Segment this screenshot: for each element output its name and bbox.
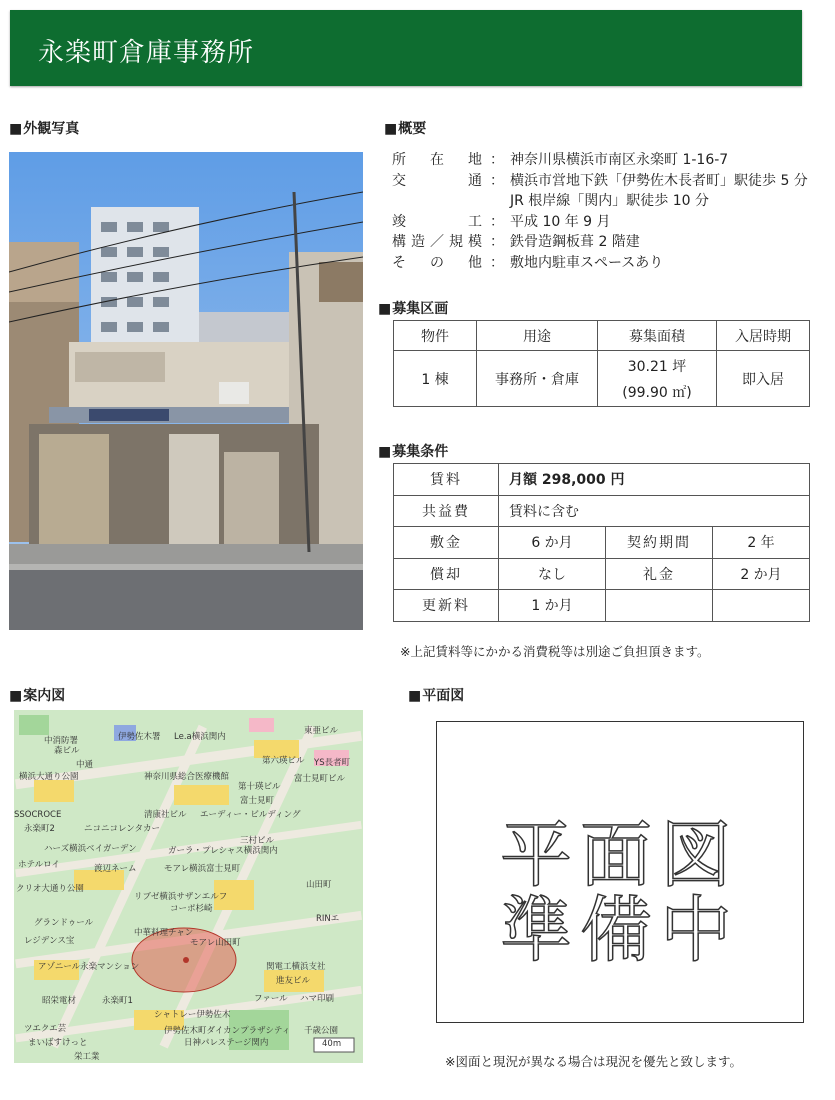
map-label: ツエクエ芸 [24,1024,67,1034]
map-label: ハマ印刷 [300,994,335,1004]
units-header-cell: 用途 [477,321,598,351]
map-label: 永楽町2 [24,824,55,834]
map-label: 富士見町ビル [294,774,346,784]
map-label: エーディー・ビルディング [200,810,301,820]
amortization-label: 償却 [394,558,499,590]
renewal-fee-value: 1 か月 [499,590,606,622]
section-conditions-title: ■ 募集条件 [378,441,448,461]
map-label: 中華料理チャン [134,928,194,938]
overview-value: 鉄骨造鋼板葺 2 階建 [510,234,640,250]
map-label: 関電工横浜支社 [266,962,326,972]
page-header [10,10,802,86]
map-label: 昭栄電材 [42,996,77,1006]
section-overview-title: ■ 概要 [384,118,426,138]
map-label: 山田町 [306,880,332,890]
overview-key: 交通 [392,172,482,189]
map-label: ガーラ・プレシャス横浜関内 [168,846,278,856]
map-label: 神奈川県総合医療機館 [144,772,230,782]
map-label: ファール [254,994,288,1004]
map-label: モアレ横浜富士見町 [164,864,241,874]
map-label: リブゼ横浜サザンエルフ [134,892,228,902]
map-label: コーポ杉崎 [170,904,213,914]
floor-plan-box [436,721,804,1023]
map-label: レジデンス宝 [24,936,75,946]
map-label: 森ビル [54,746,80,756]
map-label: 進友ビル [276,976,311,986]
contract-term-label: 契約期間 [606,527,713,559]
conditions-row-common [394,495,810,527]
map-label: 清康社ビル [144,810,187,820]
map-label: まいばすけっと [28,1038,88,1048]
overview-value: 神奈川県横浜市南区永楽町 1-16-7 [510,152,729,168]
conditions-table [393,463,810,622]
rent-value: 月額 298,000 円 [499,464,810,496]
rent-label: 賃料 [394,464,499,496]
map-label: 伊勢佐木町ダイカンプラザシティ [164,1026,291,1036]
map-label: 横浜大通り公園 [19,772,79,782]
amortization-value: なし [499,558,606,590]
empty-cell [606,590,713,622]
section-map-title: ■ 案内図 [9,685,65,705]
key-money-label: 礼金 [606,558,713,590]
map-label: 伊勢佐木署 [118,732,161,742]
map-label: 富士見町 [240,796,275,806]
renewal-fee-label: 更新料 [394,590,499,622]
map-label: グランドゥール [34,918,94,928]
map-label: RINエ [316,914,340,924]
units-table [393,320,810,407]
map-label: ホテルロイ [18,860,60,870]
map-label: 千歳公園 [304,1026,339,1036]
map-label: 永楽町1 [102,996,133,1006]
conditions-row-renewal [394,590,810,622]
units-header-cell: 募集面積 [598,321,717,351]
map-label: 三村ビル [240,836,275,846]
overview-row-structure [392,232,832,253]
guide-map [14,710,363,1063]
units-use-cell: 事務所・倉庫 [477,351,598,407]
overview-key: その他 [392,254,482,271]
map-label: シャトレー伊勢佐木 [154,1010,231,1020]
map-label: 東亜ビル [304,726,339,736]
common-fee-label: 共益費 [394,495,499,527]
units-move-in-cell: 即入居 [717,351,810,407]
map-label: 日神パレステージ関内 [184,1038,269,1048]
overview-colon: ： [490,172,504,189]
overview-row-access [392,171,832,192]
map-label: SSOCROCE [14,810,62,820]
map-label: 第六瑛ビル [262,756,305,766]
overview-colon: ： [490,234,504,250]
map-label: Le.a横浜関内 [174,732,226,742]
plan-note: ※図面と現況が異なる場合は現況を優先と致します。 [445,1054,742,1069]
section-photo-title: ■ 外観写真 [9,118,79,138]
units-area-m2: (99.90 ㎡) [622,384,692,401]
units-building-cell: 1 棟 [394,351,477,407]
exterior-photo [9,152,363,630]
map-scale-label: 40m [322,1039,342,1049]
overview-row-location [392,150,832,171]
overview-colon: ： [490,213,504,230]
plan-placeholder-line2: 準備中 [499,888,740,972]
units-area-tsubo: 30.21 坪 [627,358,687,375]
section-plan-title: ■ 平面図 [408,685,464,705]
map-label: クリオ大通り公園 [16,884,84,894]
overview-colon: ： [490,152,504,168]
units-area-cell [598,351,717,407]
overview-key: 構造／規模 [392,234,482,250]
map-label: 栄工業 [74,1052,100,1062]
map-label: ハーズ横浜ベイガーデン [44,844,137,854]
page-title: 永楽町倉庫事務所 [38,38,255,68]
overview-value: 横浜市営地下鉄「伊勢佐木長者町」駅徒歩 5 分 [510,172,808,189]
units-data-row [394,351,810,407]
overview-key: 竣工 [392,213,482,230]
map-label: YS長者町 [314,758,351,768]
map-label: 渡辺ネーム [94,864,137,874]
deposit-label: 敷金 [394,527,499,559]
exterior-photo-illustration [9,152,363,630]
overview-key: 所在地 [392,152,482,168]
map-label: 第十瑛ビル [238,782,281,792]
common-fee-value: 賃料に含む [499,495,810,527]
map-label: 中通 [76,760,94,770]
plan-placeholder-line1: 平面図 [499,813,740,897]
contract-term-value: 2 年 [713,527,810,559]
map-label: ニコニコレンタカー [84,824,160,834]
conditions-row-amortization [394,558,810,590]
overview-colon: ： [490,254,504,271]
units-header-cell: 入居時期 [717,321,810,351]
empty-cell [713,590,810,622]
overview-row-completion [392,212,832,233]
key-money-value: 2 か月 [713,558,810,590]
overview-row-access-2 [392,191,832,212]
conditions-row-deposit [394,527,810,559]
map-label: 中消防署 [44,736,79,746]
deposit-value: 6 か月 [499,527,606,559]
units-header-row [394,321,810,351]
overview-value: 敷地内駐車スペースあり [510,254,664,271]
units-header-cell: 物件 [394,321,477,351]
section-units-title: ■ 募集区画 [378,298,448,318]
overview-value: 平成 10 年 9 月 [510,213,611,230]
map-label: アゾニール永楽マンション [38,962,140,972]
conditions-row-rent [394,464,810,496]
overview-value: JR 根岸線「関内」駅徒歩 10 分 [510,193,710,209]
map-label: モアレ山田町 [190,938,241,948]
tax-note: ※上記賃料等にかかる消費税等は別途ご負担頂きます。 [400,644,710,659]
overview-list [392,150,832,273]
overview-row-other [392,253,832,274]
